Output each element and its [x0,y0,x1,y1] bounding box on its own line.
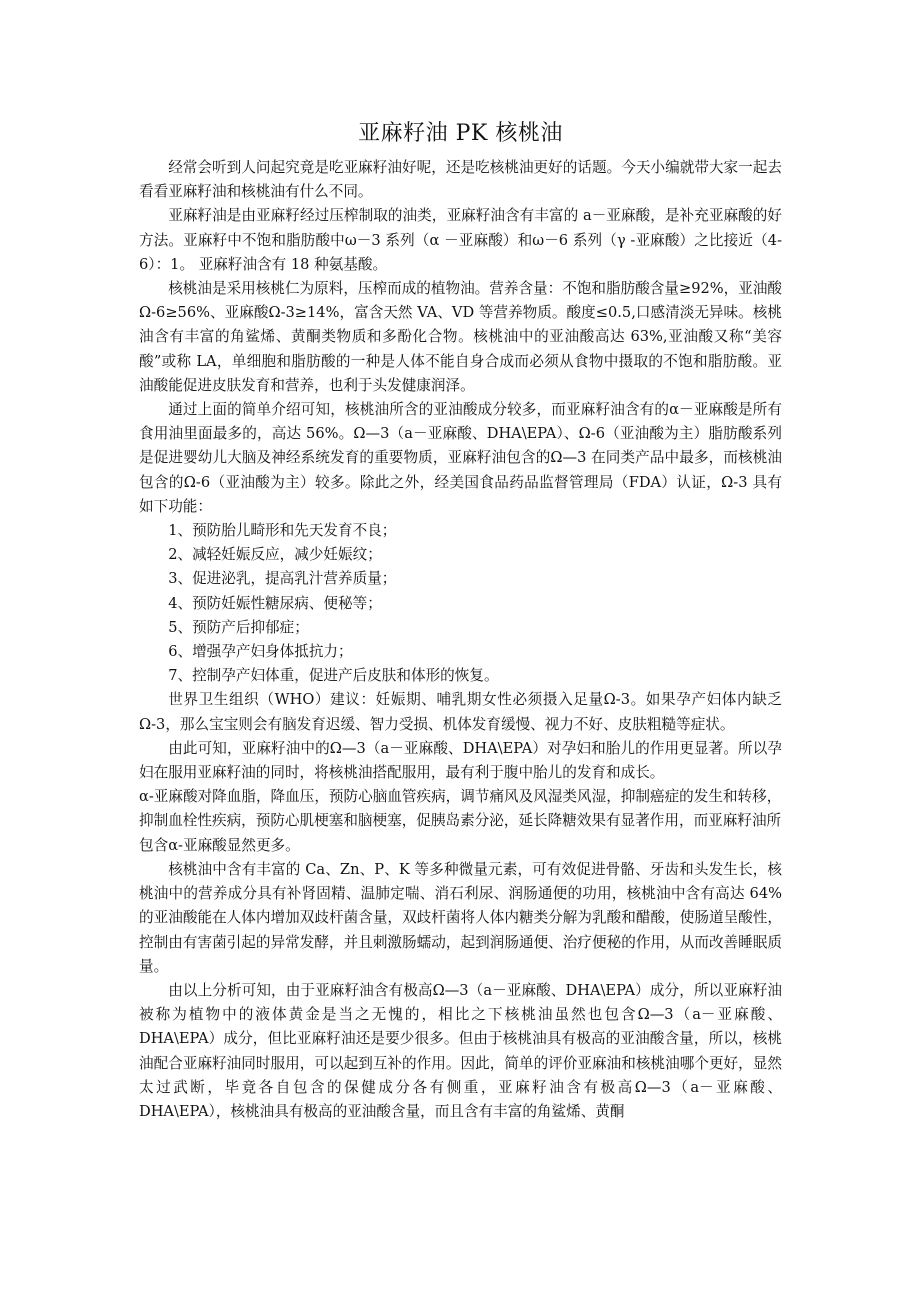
paragraph-flaxseed-oil: 亚麻籽油是由亚麻籽经过压榨制取的油类，亚麻籽油含有丰富的 a－亚麻酸，是补充亚麻酸的好方法。亚麻籽中不饱和脂肪酸中ω－3 系列（α －亚麻酸）和ω－6 系列（γ -亚麻酸）之比接近（4-6）：1。 亚麻籽油含有 18 种氨基酸。 [139,207,782,273]
list-item: 2、减轻妊娠反应，减少妊娠纹； [168,546,382,564]
list-item: 6、增强孕产妇身体抵抗力； [168,643,353,661]
paragraph-walnut-oil: 核桃油是采用核桃仁为原料，压榨而成的植物油。营养含量：不饱和脂肪酸含量≥92%，亚油酸Ω-6≥56%、亚麻酸Ω-3≥14%，富含天然 VA、VD 等营养物质。酸度≤0.5,口感清淡无异味。核桃油含有丰富的角鲨烯、黄酮类物质和多酚化合物。核桃油中的亚油酸高达 63%,亚油酸又称“美容酸”或称 LA，单细胞和脂肪酸的一种是人体不能自身合成而必须从食物中摄取的不饱和脂肪酸。亚油酸能促进皮肤发育和营养，也利于头发健康润泽。 [139,280,783,394]
paragraph-comparison: 通过上面的简单介绍可知，核桃油所含的亚油酸成分较多，而亚麻籽油含有的α－亚麻酸是所有食用油里面最多的，高达 56%。Ω—3（a－亚麻酸、DHA\EPA）、Ω-6（亚油酸为主）脂肪酸系列是促进婴幼儿大脑及神经系统发育的重要物质，亚麻籽油包含的Ω—3 在同类产品中最多，而核桃油包含的Ω-6（亚油酸为主）较多。除此之外，经美国食品药品监督管理局（FDA）认证，Ω-3 具有如下功能： [139,401,782,515]
paragraph-who: 世界卫生组织（WHO）建议：妊娠期、哺乳期女性必须摄入足量Ω-3。如果孕产妇体内缺乏Ω-3，那么宝宝则会有脑发育迟缓、智力受损、机体发育缓慢、视力不好、皮肤粗糙等症状。 [139,691,782,733]
list-item: 7、控制孕产妇体重，促进产后皮肤和体形的恢复。 [168,667,499,685]
list-item: 1、预防胎儿畸形和先天发育不良； [168,522,397,540]
paragraph-intro: 经常会听到人问起究竟是吃亚麻籽油好呢，还是吃核桃油更好的话题。今天小编就带大家一起去看看亚麻籽油和核桃油有什么不同。 [139,159,782,201]
paragraph-walnut-minerals: 核桃油中含有丰富的 Ca、Zn、P、K 等多种微量元素，可有效促进骨骼、牙齿和头发生长，核桃油中的营养成分具有补肾固精、温肺定喘、消石利尿、润肠通便的功用，核桃油中含有高达 64%的亚油酸能在人体内增加双歧杆菌含量，双歧杆菌将人体内糖类分解为乳酸和醋酸，使肠道呈酸性，控制由有害菌引起的异常发酵，并且刺激肠蠕动，起到润肠通便、治疗便秘的作用，从而改善睡眠质量。 [139,860,782,975]
document-title: 亚麻籽油 PK 核桃油 [358,121,563,146]
document-page [139,118,782,1124]
paragraph-conclusion-1: 由此可知，亚麻籽油中的Ω—3（a－亚麻酸、DHA\EPA）对孕妇和胎儿的作用更显著。所以孕妇在服用亚麻籽油的同时，将核桃油搭配服用，最有利于腹中胎儿的发育和成长。 [139,739,782,782]
list-item: 4、预防妊娠性糖尿病、便秘等； [168,594,382,612]
list-item: 5、预防产后抑郁症； [168,618,309,636]
paragraph-alpha-linolenic: α-亚麻酸对降血脂，降血压，预防心脑血管疾病，调节痛风及风湿类风湿，抑制癌症的发生和转移，抑制血栓性疾病，预防心肌梗塞和脑梗塞，促胰岛素分泌，延长降糖效果有显著作用，而亚麻籽油所包含α-亚麻酸显然更多。 [139,788,782,854]
list-item: 3、促进泌乳，提高乳汁营养质量； [168,570,397,588]
omega3-functions-list [139,519,782,688]
paragraph-final: 由以上分析可知，由于亚麻籽油含有极高Ω—3（a－亚麻酸、DHA\EPA）成分，所以亚麻籽油被称为植物中的液体黄金是当之无愧的，相比之下核桃油虽然也包含Ω—3（a－亚麻酸、DHA\EPA）成分，但比亚麻籽油还是要少很多。但由于核桃油具有极高的亚油酸含量，所以，核桃油配合亚麻籽油同时服用，可以起到互补的作用。因此，简单的评价亚麻油和核桃油哪个更好，显然太过武断，毕竟各自包含的保健成分各有侧重，亚麻籽油含有极高Ω—3（a－亚麻酸、DHA\EPA），核桃油具有极高的亚油酸含量，而且含有丰富的角鲨烯、黄酮 [139,981,782,1120]
